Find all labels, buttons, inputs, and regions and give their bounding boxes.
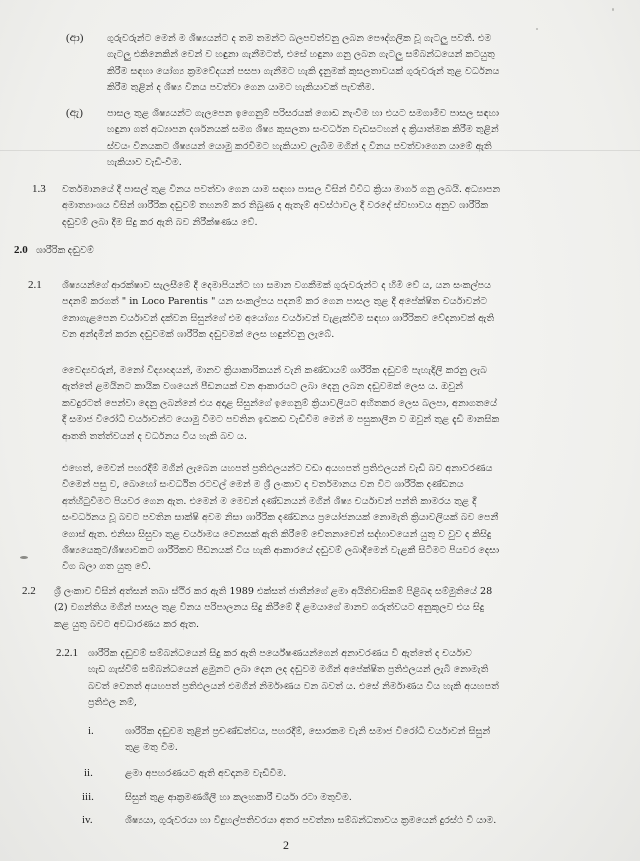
list-item-ii [125,766,602,782]
text-line: ගොස් ඇත. එනිසා සිසුවා තුළ චර්යාමය වෙනසක් ඇති කිරීමේ චේතනාවෙන් සද්භාවයෙන් යුතු ව වුව ද කිසිදු [62,528,492,540]
section-2-1-paragraph-2 [62,363,602,445]
list-item-iii [125,790,602,806]
section-2-1-paragraph-3 [62,461,602,576]
text-line: බවත් වෙනත් අයහපත් ප්‍රතිඵලයන් එමගින් නිර්මාණය වන බවත් ය. එසේ නිර්මාණය විය හැකි අයහපත් [88,680,499,692]
list-marker-iv: iv. [82,814,93,826]
text-line: පදනම් කරගත් " in Loco Parentis " යන සංකල්පය පදනම් කර ගෙන පාසල තුළ දී අපේක්ෂිත චර්යාවන්ට [62,296,488,308]
list-marker-iii: iii. [82,791,94,803]
list-marker-i: i. [88,725,94,737]
text-line: ආතති තත්ත්වයන් ද වර්ධනය විය හැකි බව ය. [62,430,247,442]
section-2-2-1-text [88,646,602,712]
text-line: ගැටලු එකිනෙකින් වෙන් ව හඳුනා ගැනීමටත්, එසේ හඳුනා ගනු ලබන ගැටලු සම්බන්ධයෙන් කටයුතු [107,49,495,61]
text-line: ශාරීරික දඬුවම් සම්බන්ධයෙන් සිදු කර ඇති පර්යේෂණයන්ගෙන් අනාවරණය වී ඇත්තේ ද චර්යාව [88,648,472,659]
text-line: හඳුනා ගත් අධ්‍යාපන දර්ශනයක් සමග ශිෂ්‍ය කුසලතා සංවර්ධන වැඩසටහන් ද ක්‍රියාත්මක කිරීම තුළින් [107,124,499,136]
text-line: වන අන්දමින් කරන දඬුවමක් ශාරීරික දඬුවමක් ලෙස හඳුන්වනු ලැබේ. [62,329,335,341]
text-line: හැඩ ගැස්වීම් සම්බන්ධයෙන් ළමුනට ලබා දෙන ලද දඬුවම මගින් අපේක්ෂිත ප්‍රතිඵලයන් ලැබී නොමැති [88,664,489,676]
text-line: එහෙත්, මෙවන් පහරදීම් මගින් ලැබෙන යහපත් ප්‍රතිඵලයන්ට වඩා අයහපත් ප්‍රතිඵලයන් වැඩි බව අනාවරණය [62,463,493,474]
text-line: ශ්‍රී ලංකාව විසින් අත්සන් තබා ස්ථිර කර ඇති 1989 එක්සත් ජාතීන්ගේ ළමා අයිතිවාසිකම් පිළිබඳ සම්මුතියේ 28 [54,586,493,597]
text-line: කිරීම තුළින් ද ශිෂ්‍ය විනය පවත්වා ගෙන යාමට හැකියාවක් පැවතීම. [107,82,375,94]
section-title-2-0: ශාරීරික දඬුවම් [36,245,94,256]
text-line: ශිෂ්‍යයෙකුට/ශිෂ්‍යාවකට ශාරීරිකව පීඩනයක් විය හැකි ආකාරයේ දඬුවම් ලබාදීමෙන් වැළකී සිටීමට පියවර දෙසා [62,545,500,557]
scan-speck [612,8,614,11]
item-marker-aa: (ආ) [66,32,84,44]
text-line: නොගැළපෙන චර්යාවන් දක්වන සිසුන්ගේ එම අයෝග්‍ය චර්යාවන් වැළැක්වීම සඳහා ශාරීරිකව වේදනාවක් ඇති [62,312,495,324]
scan-speck [20,556,28,559]
section-2-1-paragraph-1 [62,278,602,344]
item-ae-text [107,106,602,172]
text-line: අමාත්‍යාංශය විසින් ශාරීරික දඬුවම් තහනම් කර තිබුණ ද ඇතැම් අවස්ථාවල දී වරදේ ස්වභාවය අනුව ශාරීරික [62,200,489,212]
text-line: ගුරුවරුන්ට මෙන් ම ශිෂ්‍යයන්ට ද තම තමන්ට බලපවත්වනු ලබන පෞද්ගලික වූ ගැටලු පවතී. එම [107,33,492,44]
section-number-1-3: 1.3 [32,183,46,195]
text-line: පාසල තුළ ශිෂ්‍යයන්ට ගැලපෙන ඉගෙනුම් පරිසරයක් ගොඩ නැංවීම හා එයට සමගාමීව පාසල සඳහා [107,108,500,119]
text-line: (2) වගන්තිය මගින් පාසල තුළ විනය පරිපාලනය සිදු කිරීමේ දී ළමයාගේ මානව ගරුත්වයට අනුකූලව එය සිදු [54,602,485,614]
text-line: වෛද්‍යවරුන්, මනෝ විද්‍යාඥයන්, මානව ක්‍රියාකාරිකයන් වැනි කණ්ඩායම් ශාරීරික දඬුවම් පැහැදිලි කරනු ලැබ [62,365,487,376]
text-line: ශාරීරික දඬුවම තුළින් ප්‍රචණ්ඩත්වය, පහරදීම්, සොරකම වැනි සමාජ විරෝධී චර්යාවන් සිසුන් [125,726,491,737]
list-marker-ii: ii. [84,767,93,779]
list-item-i [125,724,602,757]
text-line: සංවර්ධනය වූ බවට පවතින සාක්ෂි අවම නිසා ශාරීරික දණ්ඩනය ප්‍රයෝජනයක් නොමැති ක්‍රියාවලියක් බව පෙනී [62,512,499,524]
text-line: ළමා අපහරණයට ඇති අවදානම වැඩිවීම. [125,768,287,779]
text-line: ප්‍රතිඵල නම්, [88,697,137,709]
section-number-2-2: 2.2 [22,585,36,597]
scan-speck [536,28,538,30]
text-line: ස්වයං විනයකට ශිෂ්‍යයන් යොමු කරවීමට හැකියාව ලැබීම මගින් ද විනය පවත්වාගෙන යාමේ ඇති [107,140,492,152]
list-item-iv [125,813,602,829]
text-line: දඬුවම් ලබා දීම සිදු කර ඇති බව නිරීක්ෂණය වේ. [62,216,258,228]
section-number-2-1: 2.1 [28,279,42,291]
section-number-2-2-1: 2.2.1 [56,647,78,659]
text-line: කිරීම සඳහා යෝග්‍ය ක්‍රමවේදයන් පසපා ගැනීමට හැකි දැනුමක් කුසලතාවයක් ගුරුවරුන් තුළ වර්ධනය [107,65,500,77]
text-line: වර්තමානයේ දී පාසල් තුළ විනය පවත්වා ගෙන යාම සඳහා පාසල විසින් විවිධ ක්‍රියා මාර්ග ගනු ලබයි. අධ්‍යාපන [62,184,501,195]
page-number: 2 [283,838,289,852]
text-line: අත්හිටුවීමට පියවර ගෙන ඇත. එමෙන් ම මෙවන් දණ්ඩනයන් මගින් ශිෂ්‍ය චර්යාවන් පන්ති කාමරය තුළ දී [62,495,477,507]
text-line: ශිෂ්‍යයා, ගුරුවරයා හා විදුහල්පතිවරයා අතර පවත්නා සම්බන්ධතාවය ක්‍රමයෙන් දුරස්ථ වී යාම. [125,815,497,826]
text-line: විග බලා ගත යුතු වේ. [62,561,152,573]
text-line: තුළ මතු වීම. [125,742,178,754]
text-line: ශිෂ්‍යයන්ගේ ආරක්ෂාව සැලසීමේ දී දෙමාපියන්ට හා සමාන වගකීමක් ගුරුවරුන්ට ද හිමි වේ ය, යන සංකල්පය [62,280,492,291]
section-2-2-text [54,584,602,633]
text-line: වීමෙන් පසු ව, බොහෝ සංවර්ධිත රටවල් මෙන් ම ශ්‍රී ලංකාව ද වර්තමානය වන විට ශාරීරික දණ්ඩනය [62,479,464,491]
section-number-2-0: 2.0 [14,244,28,256]
section-1-3-text [62,182,602,231]
text-line: දී සමාජ විරෝධී චර්යාවන්ට යොමු වීමට පවතින ඉඩකඩ වැඩිවීම මෙන් ම පසුකාලීන ව ඔවුන් තුළ දැඩි මානසික [62,414,500,426]
item-aa-text [107,31,602,97]
text-line: කළ යුතු බවට අවධාරණය කර ඇත. [54,618,199,630]
text-line: ඇත්තේ ළමයිනට කායික වශයෙන් පීඩනයක් වන ආකාරයට ලබා දෙනු ලබන දඬුවමක් ලෙස ය. ඔවුන් [62,381,463,393]
text-line: කවදුරටත් පෙන්වා දෙනු ලබන්නේ එය අදාළ සිසුන්ගේ ඉගෙනුම් ක්‍රියාවලියට අහිතකර ලෙස බලපා, අනාගතයේ [62,397,497,409]
text-line: සිසුන් තුළ ආක්‍රමණශීලී හා කලහකාරී චර්යා රටා මතුවීම. [125,792,352,803]
item-marker-ae: (ඇ) [66,107,83,119]
text-line: හැකියාව වැඩි-වීම. [107,157,182,169]
